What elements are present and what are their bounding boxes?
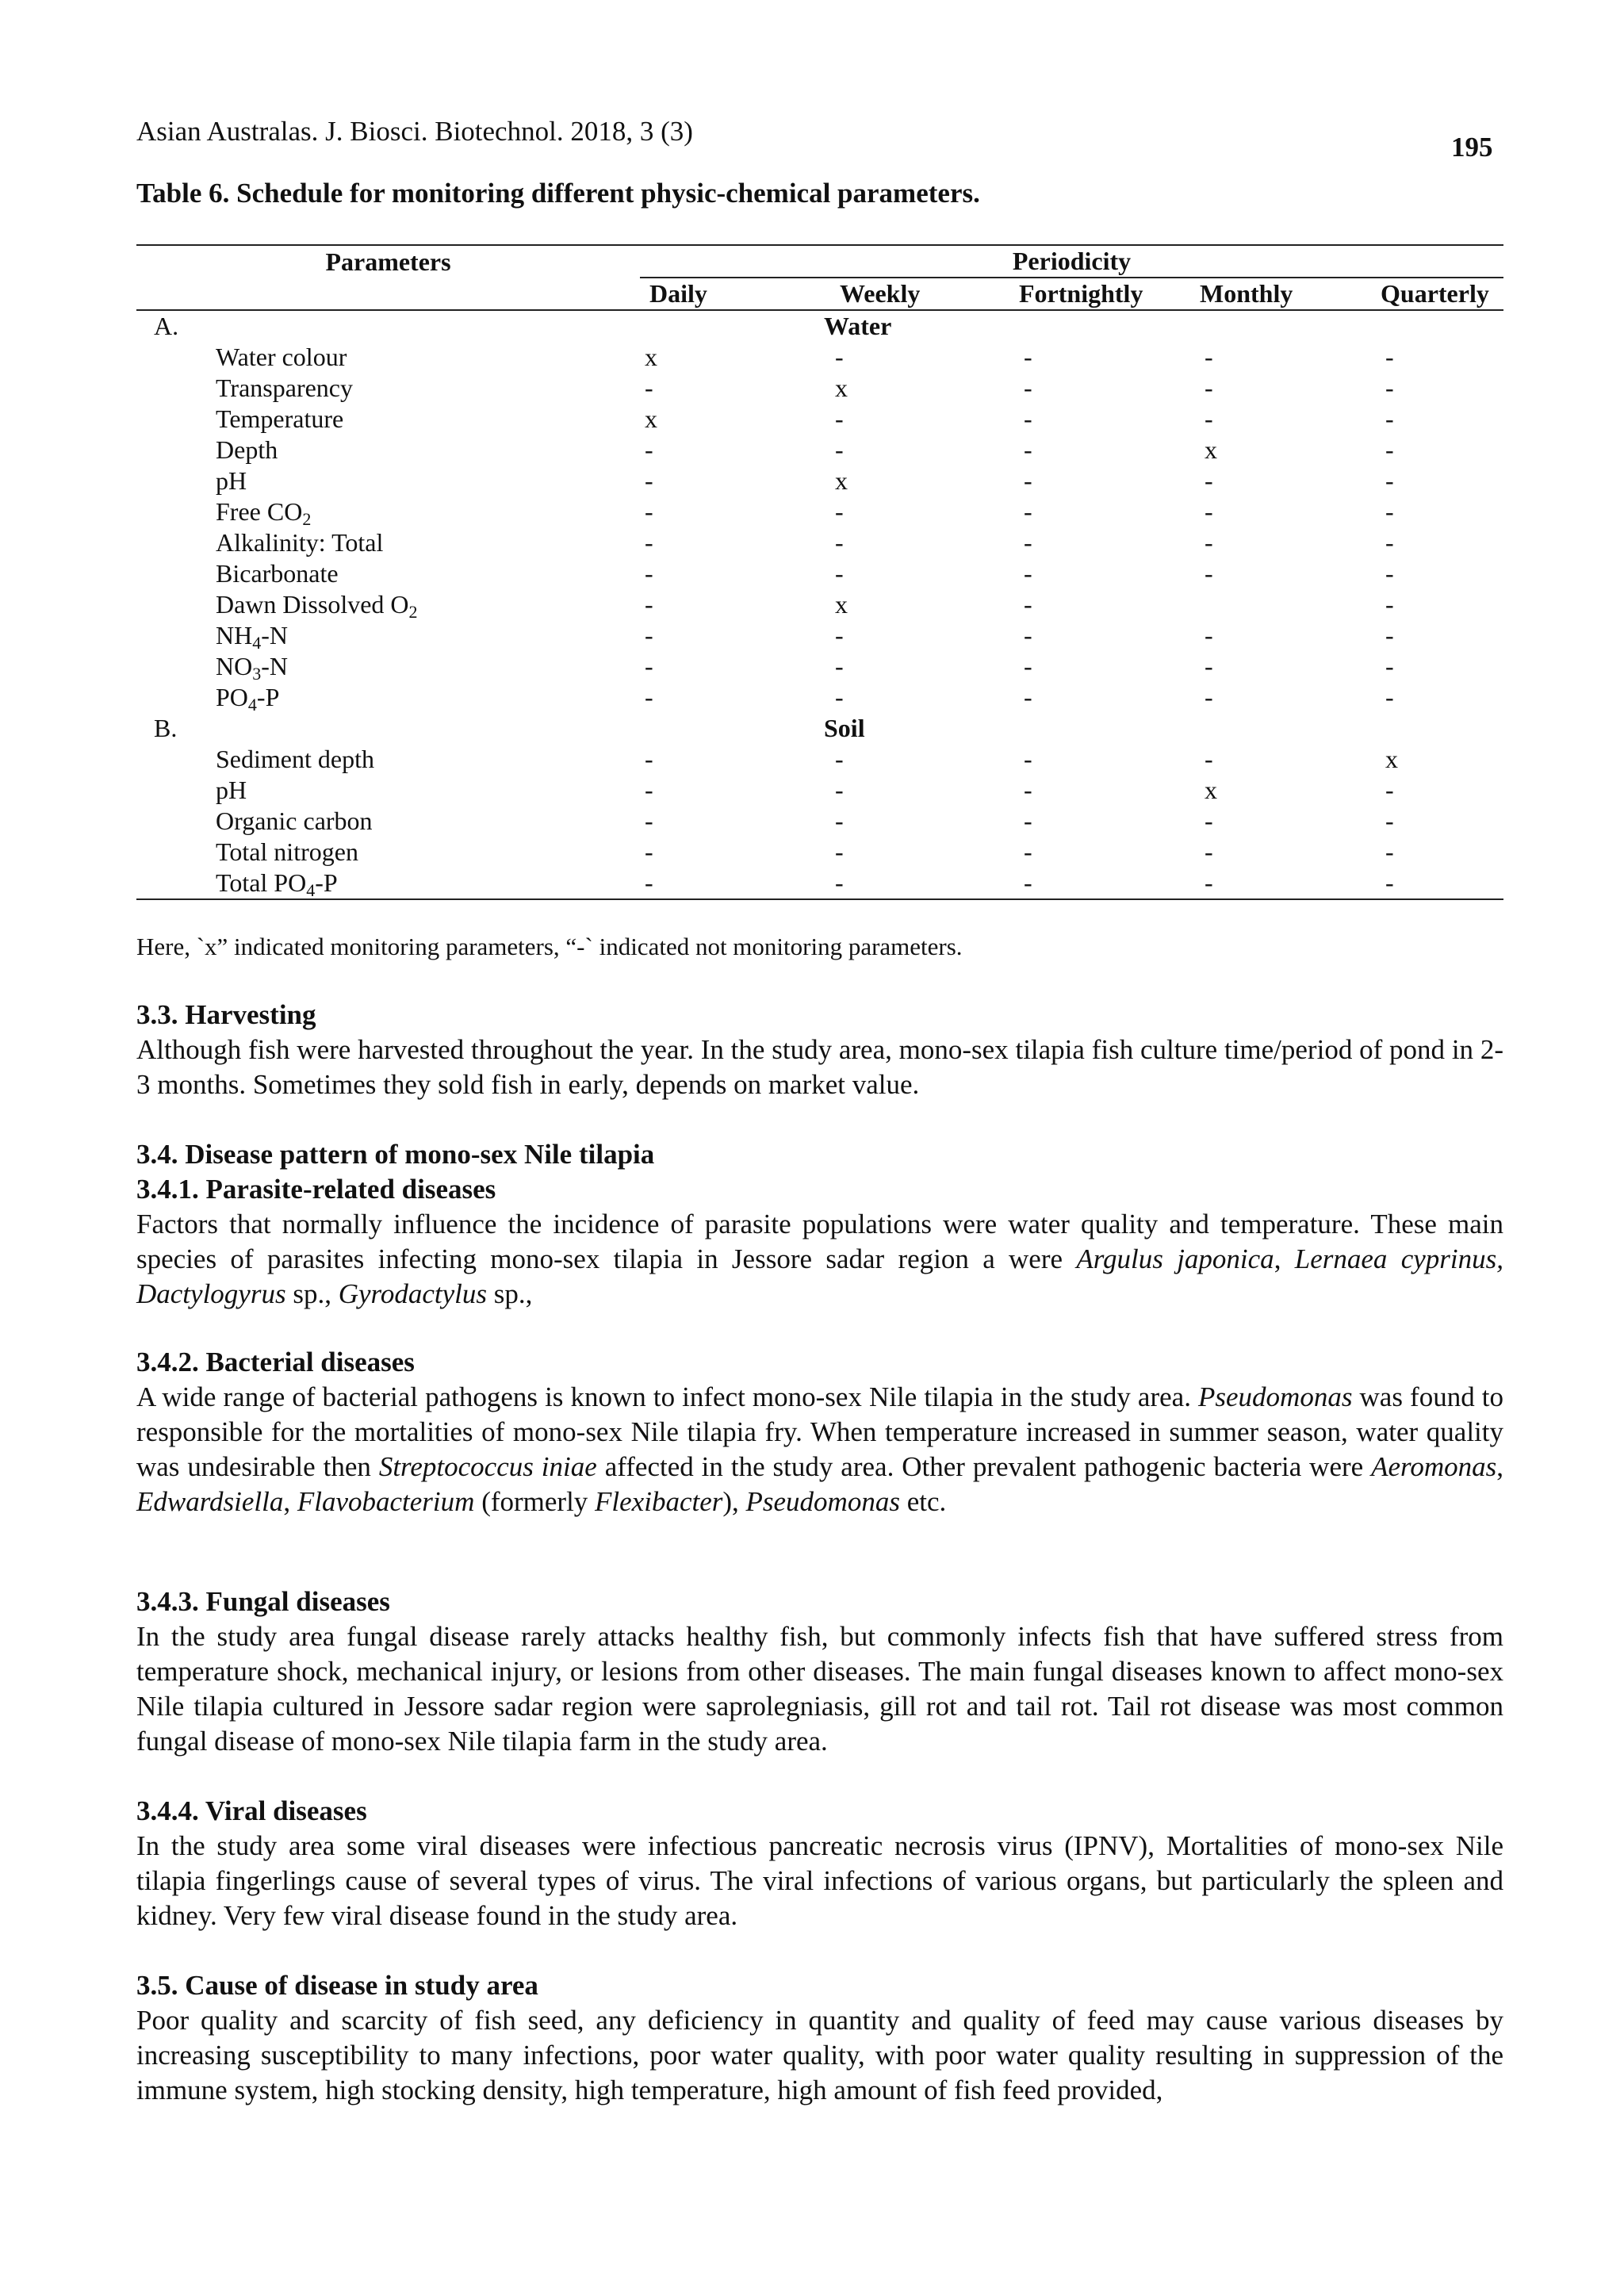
parameter-name: Free $CO_2$ bbox=[216, 497, 312, 529]
schedule-cell: - bbox=[1385, 621, 1394, 649]
schedule-cell: - bbox=[645, 776, 653, 804]
parameter-name: Depth bbox=[216, 435, 278, 464]
table-section-row bbox=[136, 713, 1503, 744]
schedule-cell: - bbox=[1024, 776, 1032, 804]
schedule-cell: x bbox=[1205, 435, 1217, 464]
schedule-cell: - bbox=[1024, 374, 1032, 402]
schedule-cell: - bbox=[1385, 590, 1394, 619]
table-row bbox=[136, 837, 1503, 868]
schedule-cell: - bbox=[1205, 621, 1213, 649]
schedule-cell: - bbox=[645, 528, 653, 557]
schedule-cell: x bbox=[645, 343, 657, 371]
table-row bbox=[136, 868, 1503, 899]
parameter-name: Temperature bbox=[216, 404, 344, 433]
paragraph-cause: Poor quality and scarcity of fish seed, any deficiency in quantity and quality of feed may cause various diseases by increasing susceptibility to many infections, poor water quality, with poor water quality resulting in suppression of the immune system, high stocking density, high temperature, high amount of fish feed provided, bbox=[136, 2005, 1503, 2105]
monitoring-table bbox=[136, 244, 1503, 900]
schedule-cell: - bbox=[645, 590, 653, 619]
schedule-cell: - bbox=[1385, 807, 1394, 835]
parameter-name: Bicarbonate bbox=[216, 559, 339, 588]
schedule-cell: - bbox=[1385, 528, 1394, 557]
table-row bbox=[136, 496, 1503, 527]
parameter-name: Water colour bbox=[216, 343, 347, 371]
section-harvesting bbox=[136, 998, 1503, 1102]
schedule-cell: - bbox=[1024, 343, 1032, 371]
table-row bbox=[136, 682, 1503, 713]
schedule-cell: - bbox=[1024, 497, 1032, 526]
schedule-cell: x bbox=[1205, 776, 1217, 804]
heading-fungal: 3.4.3. Fungal diseases bbox=[136, 1586, 390, 1617]
schedule-cell: - bbox=[1205, 683, 1213, 711]
journal-header: Asian Australas. J. Biosci. Biotechnol. 2018, 3 (3) bbox=[136, 116, 693, 147]
schedule-cell: - bbox=[645, 621, 653, 649]
table-row bbox=[136, 806, 1503, 837]
schedule-cell: - bbox=[645, 652, 653, 680]
schedule-cell: - bbox=[1024, 868, 1032, 897]
schedule-cell: - bbox=[835, 621, 844, 649]
table-row bbox=[136, 404, 1503, 435]
section-name: Water bbox=[824, 312, 892, 340]
schedule-cell: - bbox=[1205, 528, 1213, 557]
table-row bbox=[136, 342, 1503, 373]
schedule-cell: x bbox=[835, 374, 848, 402]
schedule-cell: - bbox=[1385, 404, 1394, 433]
paragraph-bacterial: A wide range of bacterial pathogens is known to infect mono-sex Nile tilapia in the study area. Pseudomonas was found to responsible for the mortalities of mono-sex Nile tilapia fry. When temperature increased in summer season, water quality was undesirable then Streptococcus iniae affected in the study area. Other prevalent pathogenic bacteria were Aeromonas, Edwardsiella, Flavobacterium (formerly Flexibacter), Pseudomonas etc. bbox=[136, 1381, 1503, 1517]
schedule-cell: - bbox=[1024, 435, 1032, 464]
schedule-cell: - bbox=[1205, 466, 1213, 495]
col-header-weekly: Weekly bbox=[840, 279, 921, 308]
section-bacterial bbox=[136, 1345, 1503, 1519]
schedule-cell: - bbox=[835, 683, 844, 711]
schedule-cell: - bbox=[1024, 528, 1032, 557]
table-note: Here, `x” indicated monitoring parameters, “-` indicated not monitoring parameters. bbox=[136, 933, 963, 960]
parameter-name: Alkalinity: Total bbox=[216, 528, 384, 557]
schedule-cell: - bbox=[1385, 435, 1394, 464]
paragraph-parasite-diseases: Factors that normally influence the incidence of parasite populations were water quality and temperature. These main species of parasites infecting mono-sex tilapia in Jessore sadar region a were Argulus japonica, Lernaea cyprinus, Dactylogyrus sp., Gyrodactylus sp., bbox=[136, 1209, 1503, 1309]
parameter-name: $PO_4-P$ bbox=[216, 683, 280, 715]
heading-bacterial: 3.4.2. Bacterial diseases bbox=[136, 1347, 415, 1377]
schedule-cell: - bbox=[645, 374, 653, 402]
col-header-monthly: Monthly bbox=[1200, 279, 1293, 308]
species-argulus: Argulus japonica bbox=[1076, 1243, 1274, 1274]
schedule-cell: - bbox=[645, 807, 653, 835]
paragraph-fungal: In the study area fungal disease rarely attacks healthy fish, but commonly infects fish that have suffered stress from temperature shock, mechanical injury, or lesions from other diseases. The main fungal diseases known to affect mono-sex Nile tilapia cultured in Jessore sadar region were saprolegniasis, gill rot and tail rot. Tail rot disease was most common fungal disease of mono-sex Nile tilapia farm in the study area. bbox=[136, 1621, 1503, 1757]
schedule-cell: - bbox=[1385, 374, 1394, 402]
schedule-cell: - bbox=[1024, 745, 1032, 773]
schedule-cell: - bbox=[835, 559, 844, 588]
table-caption: Table 6. Schedule for monitoring different physic-chemical parameters. bbox=[136, 178, 980, 209]
schedule-cell: - bbox=[1205, 559, 1213, 588]
table-section-row bbox=[136, 310, 1503, 342]
heading-harvesting: 3.3. Harvesting bbox=[136, 999, 316, 1030]
schedule-cell: - bbox=[1024, 559, 1032, 588]
schedule-cell: - bbox=[1385, 497, 1394, 526]
schedule-cell: - bbox=[835, 497, 844, 526]
schedule-cell: - bbox=[835, 404, 844, 433]
schedule-cell: - bbox=[1024, 837, 1032, 866]
schedule-cell: - bbox=[1024, 621, 1032, 649]
schedule-cell: - bbox=[835, 528, 844, 557]
col-header-daily: Daily bbox=[649, 279, 707, 308]
species-lernaea-dactylogyrus: Lernaea cyprinus, Dactylogyrus bbox=[136, 1243, 1503, 1309]
section-fungal bbox=[136, 1584, 1503, 1759]
col-header-parameters: Parameters bbox=[325, 247, 451, 276]
parameter-name: Transparency bbox=[216, 374, 353, 402]
schedule-cell: - bbox=[1205, 868, 1213, 897]
table-row bbox=[136, 466, 1503, 496]
schedule-cell: - bbox=[1205, 343, 1213, 371]
section-cause bbox=[136, 1968, 1503, 2108]
schedule-cell: - bbox=[1205, 497, 1213, 526]
section-label: A. bbox=[154, 312, 179, 340]
schedule-cell: - bbox=[1205, 745, 1213, 773]
parameter-name: pH bbox=[216, 466, 247, 495]
schedule-cell: - bbox=[1385, 868, 1394, 897]
schedule-cell: - bbox=[645, 745, 653, 773]
parameter-name: Dawn Dissolved $O_2$ bbox=[216, 590, 418, 622]
parameter-name: pH bbox=[216, 776, 247, 804]
schedule-cell: - bbox=[835, 745, 844, 773]
schedule-cell: - bbox=[835, 343, 844, 371]
schedule-cell: - bbox=[1385, 466, 1394, 495]
schedule-cell: - bbox=[1205, 374, 1213, 402]
col-header-quarterly: Quarterly bbox=[1381, 279, 1489, 308]
schedule-cell: - bbox=[1024, 590, 1032, 619]
species-gyrodactylus: Gyrodactylus bbox=[338, 1278, 487, 1309]
heading-parasite-diseases: 3.4.1. Parasite-related diseases bbox=[136, 1174, 496, 1205]
page-number: 195 bbox=[1451, 132, 1493, 163]
section-viral bbox=[136, 1794, 1503, 1933]
table-row bbox=[136, 620, 1503, 651]
table-row bbox=[136, 435, 1503, 466]
schedule-cell: - bbox=[835, 837, 844, 866]
schedule-cell: - bbox=[1385, 652, 1394, 680]
schedule-cell: x bbox=[835, 466, 848, 495]
schedule-cell: - bbox=[1205, 837, 1213, 866]
schedule-cell: - bbox=[835, 868, 844, 897]
paragraph-harvesting: Although fish were harvested throughout the year. In the study area, mono-sex tilapia fish culture time/period of pond in 2-3 months. Sometimes they sold fish in early, depends on market value. bbox=[136, 1034, 1503, 1100]
schedule-cell: - bbox=[1385, 343, 1394, 371]
schedule-cell: - bbox=[1385, 683, 1394, 711]
schedule-cell: - bbox=[1385, 559, 1394, 588]
table-row bbox=[136, 589, 1503, 620]
parameter-name: Sediment depth bbox=[216, 745, 374, 773]
col-header-fortnightly: Fortnightly bbox=[1019, 279, 1143, 308]
schedule-cell: - bbox=[645, 683, 653, 711]
parameter-name: Total nitrogen bbox=[216, 837, 358, 866]
paragraph-viral: In the study area some viral diseases were infectious pancreatic necrosis virus (IPNV), Mortalities of mono-sex Nile tilapia fingerlings cause of several types of virus. The viral infections of various organs, but particularly the spleen and kidney. Very few viral disease found in the study area. bbox=[136, 1830, 1503, 1931]
schedule-cell: - bbox=[645, 435, 653, 464]
table-row bbox=[136, 775, 1503, 806]
parameter-name: Organic carbon bbox=[216, 807, 373, 835]
section-disease-pattern bbox=[136, 1137, 1503, 1312]
schedule-cell: - bbox=[1024, 652, 1032, 680]
section-label: B. bbox=[154, 714, 178, 742]
heading-disease-pattern: 3.4. Disease pattern of mono-sex Nile tilapia bbox=[136, 1139, 655, 1170]
table-row bbox=[136, 373, 1503, 404]
schedule-cell: - bbox=[645, 466, 653, 495]
schedule-cell: - bbox=[1205, 652, 1213, 680]
schedule-cell: - bbox=[645, 497, 653, 526]
schedule-cell: - bbox=[835, 807, 844, 835]
schedule-cell: - bbox=[645, 837, 653, 866]
schedule-cell: - bbox=[835, 652, 844, 680]
schedule-cell: x bbox=[645, 404, 657, 433]
schedule-cell: x bbox=[1385, 745, 1398, 773]
parameter-name: $NO_3-N$ bbox=[216, 652, 288, 684]
parameter-name: Total $PO_4-P$ bbox=[216, 868, 338, 900]
table-row bbox=[136, 527, 1503, 558]
schedule-cell: - bbox=[1205, 404, 1213, 433]
schedule-cell: - bbox=[835, 435, 844, 464]
heading-viral: 3.4.4. Viral diseases bbox=[136, 1795, 367, 1826]
section-name: Soil bbox=[824, 714, 865, 742]
heading-cause: 3.5. Cause of disease in study area bbox=[136, 1970, 538, 2001]
schedule-cell: x bbox=[835, 590, 848, 619]
schedule-cell: - bbox=[1205, 807, 1213, 835]
schedule-cell: - bbox=[1024, 683, 1032, 711]
table-row bbox=[136, 744, 1503, 775]
table-row bbox=[136, 558, 1503, 589]
schedule-cell: - bbox=[835, 776, 844, 804]
schedule-cell: - bbox=[1024, 807, 1032, 835]
schedule-cell: - bbox=[1024, 466, 1032, 495]
schedule-cell: - bbox=[1024, 404, 1032, 433]
parameter-name: $NH_4-N$ bbox=[216, 621, 288, 653]
schedule-cell: - bbox=[645, 559, 653, 588]
schedule-cell bbox=[1200, 589, 1381, 620]
col-header-periodicity: Periodicity bbox=[640, 245, 1503, 278]
schedule-cell: - bbox=[645, 868, 653, 897]
schedule-cell: - bbox=[1385, 837, 1394, 866]
schedule-cell: - bbox=[1385, 776, 1394, 804]
table-row bbox=[136, 651, 1503, 682]
